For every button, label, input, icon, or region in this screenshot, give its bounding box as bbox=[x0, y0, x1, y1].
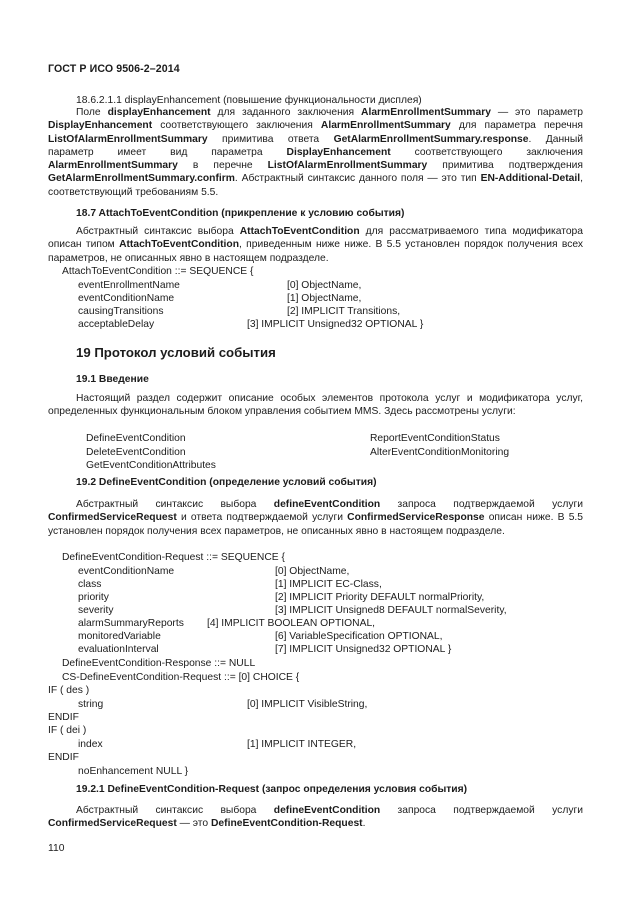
asn1-field-type: [0] IMPLICIT VisibleString, bbox=[247, 699, 368, 710]
asn1-field-name: eventEnrollmentName bbox=[78, 280, 180, 291]
asn1-field-type: [1] IMPLICIT INTEGER, bbox=[247, 739, 357, 750]
section-heading-19-1: 19.1 Введение bbox=[76, 374, 149, 385]
page-number: 110 bbox=[48, 843, 65, 854]
asn1-field-name: causingTransitions bbox=[78, 306, 164, 317]
asn1-field-type: [2] IMPLICIT Transitions, bbox=[287, 306, 401, 317]
service-list-item: GetEventConditionAttributes bbox=[86, 460, 216, 471]
asn1-endif: ENDIF bbox=[48, 712, 79, 723]
paragraph-introduction: Настоящий раздел содержит описание особых элементов протокола услуг и модификатора услуг, определенных функциональным блоком управления событием MMS. Здесь рассмотрены услуги: bbox=[48, 393, 583, 418]
asn1-field-name: priority bbox=[78, 592, 109, 603]
asn1-field-type: [1] ObjectName, bbox=[287, 293, 362, 304]
asn1-field-name: evaluationInterval bbox=[78, 644, 159, 655]
section-heading-19-2-1: 19.2.1 DefineEventCondition-Request (запрос определения условия события) bbox=[76, 784, 468, 795]
service-list-item: DefineEventCondition bbox=[86, 433, 186, 444]
paragraph-attach-to-event-condition: Абстрактный синтаксис выбора AttachToEventCondition для рассматриваемого типа модификатора описан типом AttachToEventCondition, приведенным ниже ниже. В 5.5 установлен порядок получения всех параметров, не описанных явно в настоящем подразделе. bbox=[48, 226, 583, 264]
asn1-field-type: [4] IMPLICIT BOOLEAN OPTIONAL, bbox=[207, 618, 376, 629]
asn1-field-type: [6] VariableSpecification OPTIONAL, bbox=[275, 631, 443, 642]
service-list-item: DeleteEventCondition bbox=[86, 447, 186, 458]
asn1-field-type: [1] IMPLICIT EC-Class, bbox=[275, 579, 382, 590]
chapter-heading-19: 19 Протокол условий события bbox=[76, 345, 276, 360]
asn1-if-clause: IF ( dei ) bbox=[48, 725, 87, 736]
running-header: ГОСТ Р ИСО 9506-2–2014 bbox=[48, 63, 180, 75]
asn1-field-type: [2] IMPLICIT Priority DEFAULT normalPriority, bbox=[275, 592, 485, 603]
asn1-field-type: [3] IMPLICIT Unsigned32 OPTIONAL } bbox=[247, 319, 424, 330]
asn1-field-name: index bbox=[78, 739, 103, 750]
asn1-choice-end: noEnhancement NULL } bbox=[78, 766, 189, 777]
asn1-sequence-header: DefineEventCondition-Request ::= SEQUENCE { bbox=[62, 552, 285, 563]
service-list-item: AlterEventConditionMonitoring bbox=[370, 447, 510, 458]
asn1-response-type: DefineEventCondition-Response ::= NULL bbox=[62, 658, 256, 669]
asn1-field-type: [0] ObjectName, bbox=[287, 280, 362, 291]
paragraph-define-event-condition-request: Абстрактный синтаксис выбора defineEventCondition запроса подтверждаемой услуги ConfirmedServiceRequest — это DefineEventCondition-Request. bbox=[48, 805, 583, 830]
paragraph-define-event-condition: Абстрактный синтаксис выбора defineEventCondition запроса подтверждаемой услуги ConfirmedServiceRequest и ответа подтверждаемой услуги ConfirmedServiceResponse описан ниже. В 5.5 установлен порядок получения всех параметров, не описанных явно в настоящем подразделе. bbox=[48, 499, 584, 537]
asn1-endif: ENDIF bbox=[48, 752, 79, 763]
asn1-field-name: eventConditionName bbox=[78, 566, 175, 577]
clause-heading-18-6-2-1-1: 18.6.2.1.1 displayEnhancement (повышение функциональности дисплея) bbox=[76, 95, 422, 106]
asn1-sequence-header: AttachToEventCondition ::= SEQUENCE { bbox=[62, 266, 254, 277]
service-list-item: ReportEventConditionStatus bbox=[370, 433, 500, 444]
asn1-field-name: acceptableDelay bbox=[78, 319, 155, 330]
asn1-field-type: [0] ObjectName, bbox=[275, 566, 350, 577]
asn1-field-name: class bbox=[78, 579, 102, 590]
paragraph-display-enhancement: Поле displayEnhancement для заданного заключения AlarmEnrollmentSummary — это параметр DisplayEnhancement соответствующего заключения AlarmEnrollmentSummary для параметра перечня ListOfAlarmEnrollmentSummary примитива ответа GetAlarmEnrollmentSummary.response. Данный параметр имеет вид параметра DisplayEnhancement соответствующего заключения AlarmEnrollmentSummary в перечне ListOfAlarmEnrollmentSummary примитива подтверждения GetAlarmEnrollmentSummary.confirm. Абстрактный синтаксис данного поля — это тип EN-Additional-Detail, соответствующий требованиям 5.5. bbox=[48, 107, 584, 198]
section-heading-19-2: 19.2 DefineEventCondition (определение условий события) bbox=[76, 477, 377, 488]
asn1-field-type: [7] IMPLICIT Unsigned32 OPTIONAL } bbox=[275, 644, 452, 655]
asn1-field-name: eventConditionName bbox=[78, 293, 175, 304]
asn1-field-name: severity bbox=[78, 605, 114, 616]
asn1-field-name: string bbox=[78, 699, 104, 710]
asn1-choice-header: CS-DefineEventCondition-Request ::= [0] CHOICE { bbox=[62, 672, 300, 683]
asn1-if-clause: IF ( des ) bbox=[48, 685, 90, 696]
asn1-field-name: monitoredVariable bbox=[78, 631, 161, 642]
asn1-field-name: alarmSummaryReports bbox=[78, 618, 184, 629]
asn1-field-type: [3] IMPLICIT Unsigned8 DEFAULT normalSeverity, bbox=[275, 605, 507, 616]
section-heading-18-7: 18.7 AttachToEventCondition (прикрепление к условию события) bbox=[76, 208, 405, 219]
